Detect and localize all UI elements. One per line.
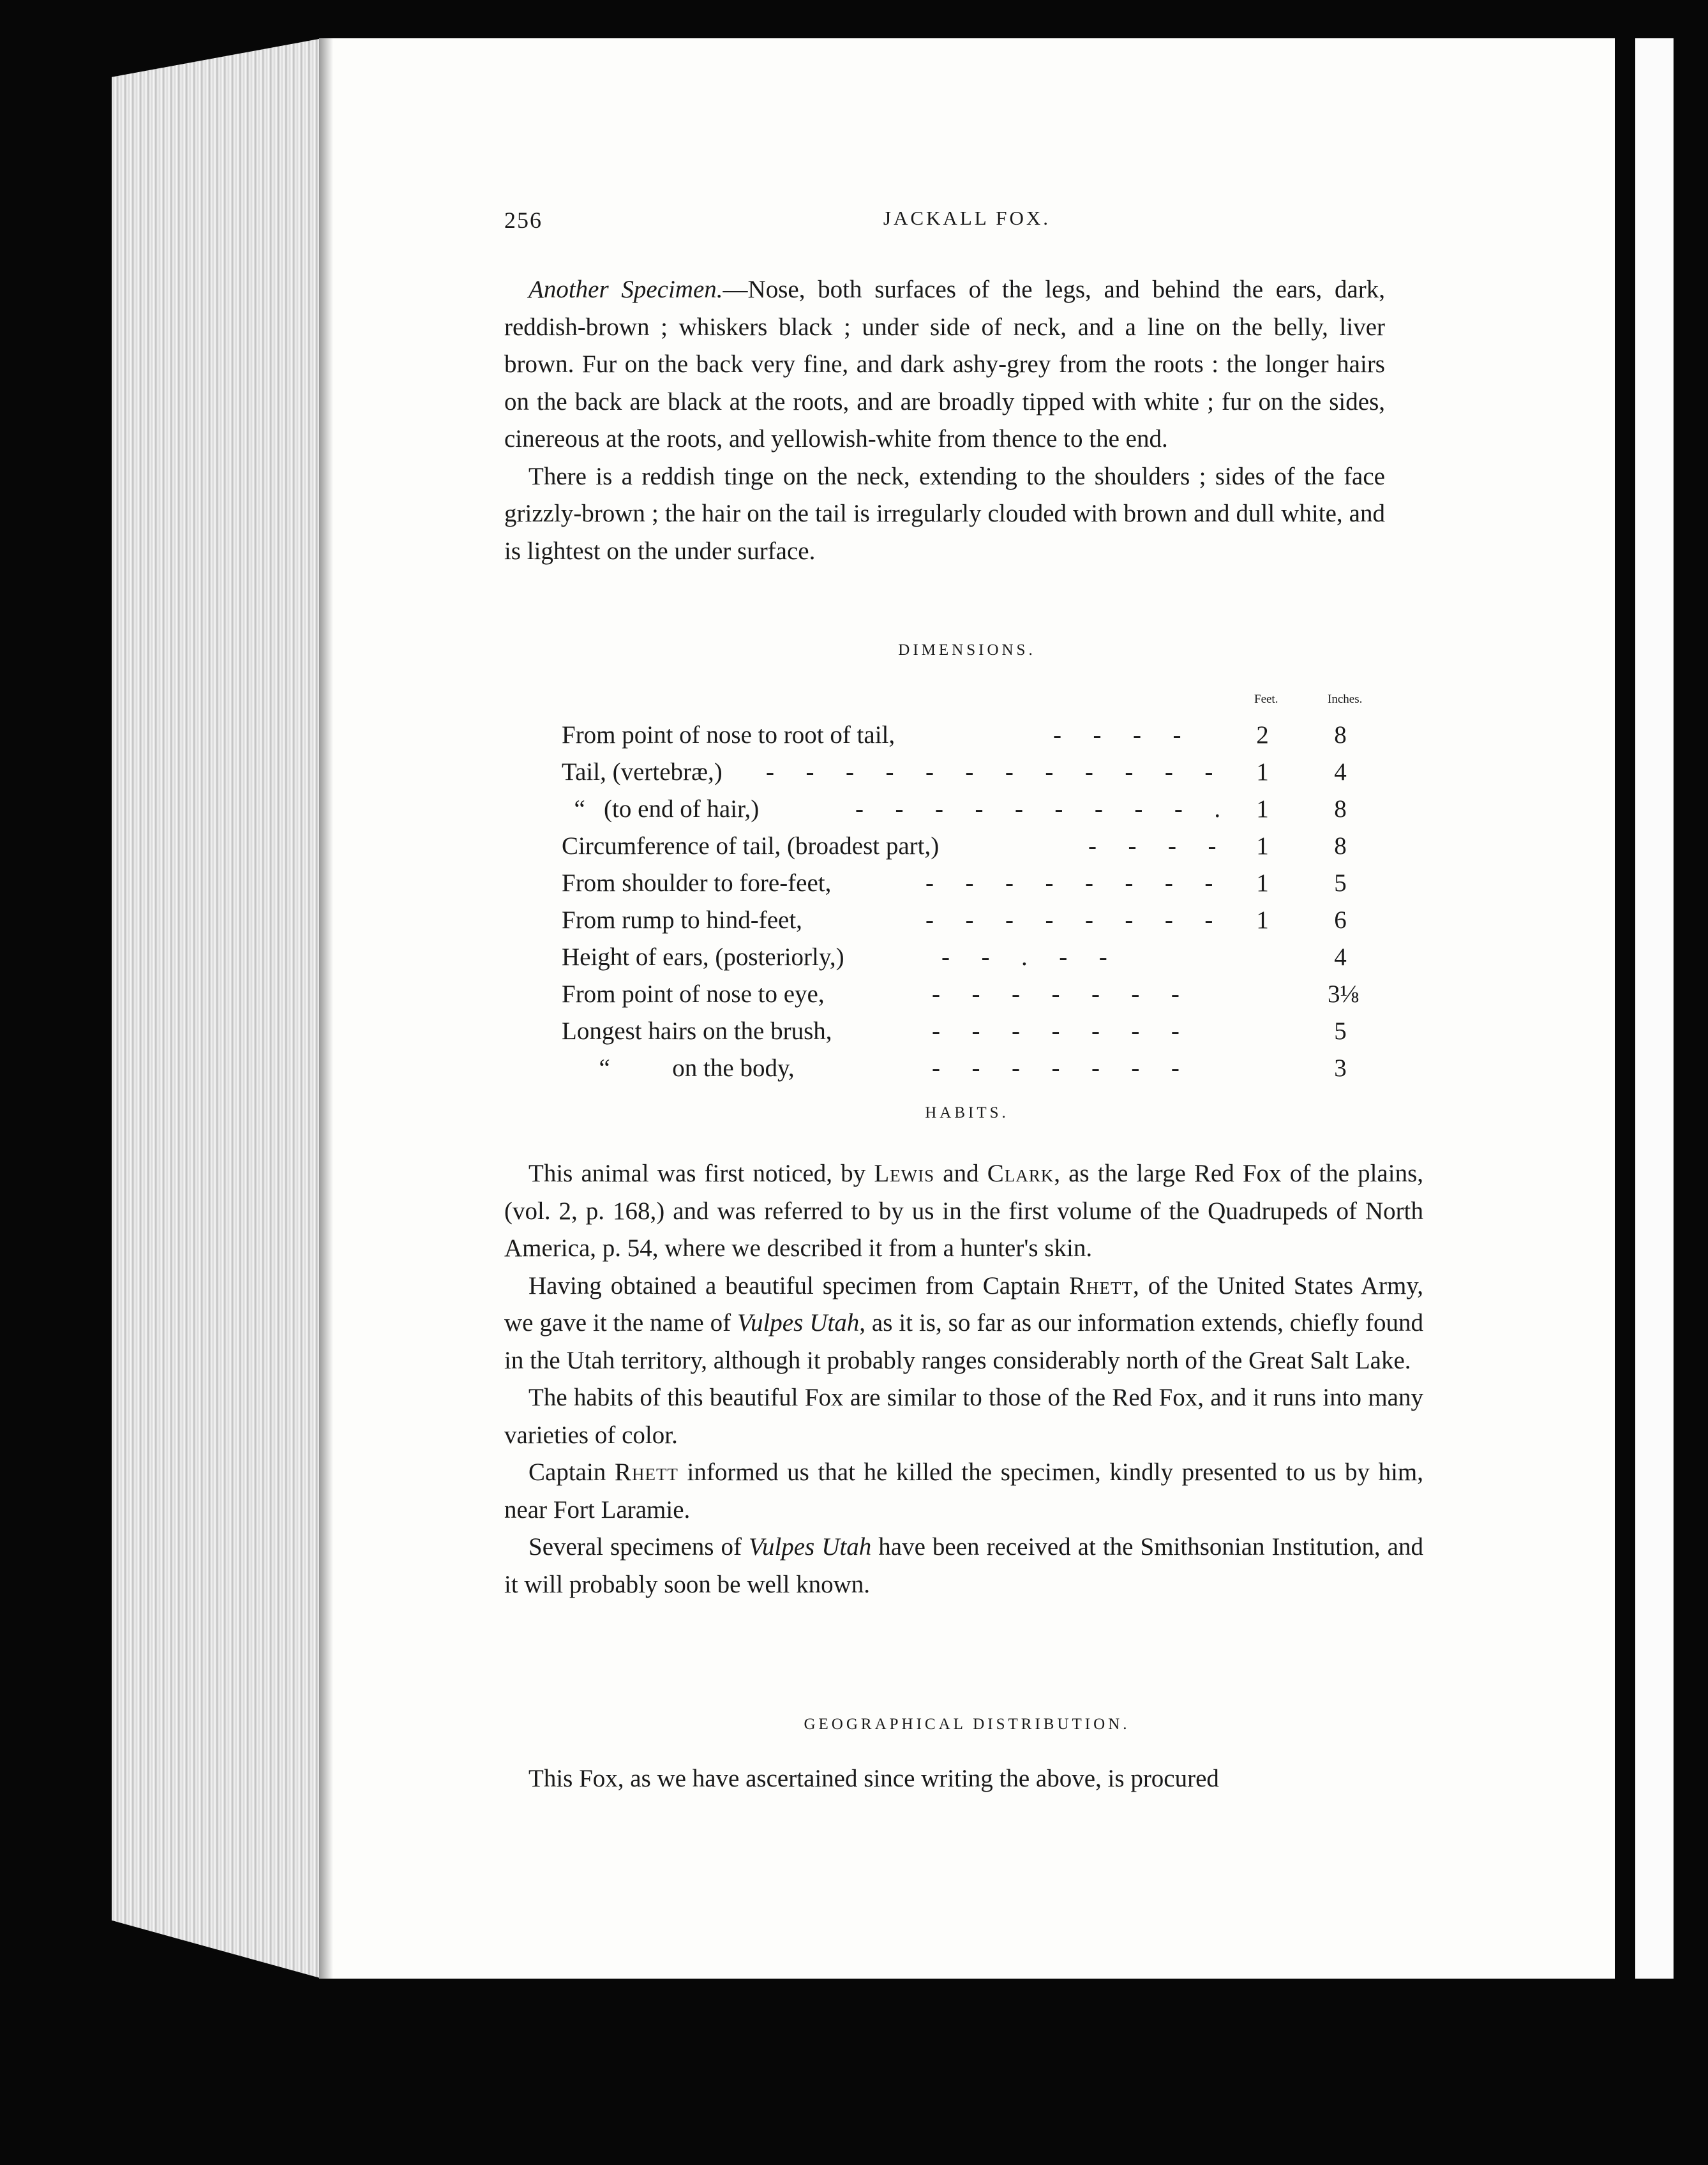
dimension-label: From rump to hind-feet, — [562, 906, 802, 934]
specimen-lead: Another Specimen. — [528, 276, 723, 303]
page-header — [504, 207, 1430, 239]
dimension-inches: 6 — [1334, 906, 1347, 934]
dot-leader: - - - - - - - - — [925, 869, 1220, 897]
dimension-feet: 1 — [1256, 758, 1269, 786]
dimension-label: From point of nose to eye, — [562, 980, 825, 1008]
geographical-distribution-heading: GEOGRAPHICAL DISTRIBUTION. — [804, 1716, 1130, 1733]
dot-leader: - - - - — [1088, 832, 1223, 860]
dot-leader: - - - - - - - - — [925, 906, 1220, 934]
paragraph-first-noticed — [504, 1155, 1423, 1268]
book-page-edges — [112, 38, 322, 1979]
dimension-inches: 3 — [1334, 1054, 1347, 1082]
gutter-shadow — [319, 38, 333, 1979]
dimension-label: “ on the body, — [562, 1054, 795, 1082]
text-run: Having obtained a beautiful specimen from Captain — [528, 1271, 1070, 1300]
dimension-label: “ (to end of hair,) — [562, 795, 760, 823]
dimension-inches: 5 — [1334, 1017, 1347, 1045]
inches-column-label: Inches. — [1328, 693, 1363, 706]
intro-text — [504, 271, 1385, 570]
dimension-inches: 4 — [1334, 943, 1347, 971]
paragraph-specimen-obtained — [504, 1268, 1423, 1380]
paragraph-procured: This Fox, as we have ascertained since writing the above, is procured — [528, 1765, 1219, 1792]
text-run: , as the large Red Fox of the plains, (vol. 2, p. 168,) and was referred to by us in the first volume of the Quadrupeds of North America, p. 54, where we described it from a hunter's skin. — [504, 1160, 1424, 1262]
text-run: have been received at the Smithsonian Institution, and it will probably soon be well known. — [504, 1533, 1423, 1598]
paragraph-fort-laramie — [504, 1454, 1423, 1529]
text-run: , as it is, so far as our information extends, chiefly found in the Utah territory, although it probably ranges considerably north of the Great Salt Lake. — [504, 1309, 1423, 1374]
dimension-label: Circumference of tail, (broadest part,) — [562, 832, 940, 860]
dot-leader: - - - - - - - — [932, 1054, 1186, 1082]
text-run: Captain — [528, 1458, 615, 1486]
dimension-feet: 1 — [1256, 906, 1269, 934]
text-run: , of the United States Army, we gave it the name of — [504, 1271, 1423, 1337]
habits-text — [504, 1155, 1423, 1603]
dimension-label: From shoulder to fore-feet, — [562, 869, 832, 897]
dimension-row — [562, 1050, 1391, 1087]
dimensions-table — [562, 693, 1391, 1087]
species-name: Vulpes Utah — [748, 1533, 872, 1561]
name-rhett: Rhett — [614, 1458, 678, 1486]
dimension-row — [562, 791, 1391, 828]
dimension-feet: 1 — [1256, 832, 1269, 860]
dimension-label: Longest hairs on the brush, — [562, 1017, 832, 1045]
dimension-row — [562, 902, 1391, 939]
dot-leader: - - - - - - - — [932, 980, 1186, 1008]
dimension-row — [562, 939, 1391, 976]
dot-leader: - - - - - - - - - . — [855, 795, 1227, 823]
name-lewis: Lewis — [874, 1160, 935, 1187]
text-run: Several specimens of — [528, 1533, 749, 1561]
habits-heading: HABITS. — [925, 1104, 1009, 1121]
dimension-inches: 8 — [1334, 721, 1347, 749]
dimension-inches: 3⅛ — [1328, 980, 1359, 1008]
paragraph-habits-similar: The habits of this beautiful Fox are similar to those of the Red Fox, and it runs into many varieties of color. — [504, 1384, 1423, 1449]
text-run: informed us that he killed the specimen, kindly presented to us by him, near Fort Laramie. — [504, 1458, 1423, 1524]
dimension-feet: 1 — [1256, 795, 1269, 823]
dot-leader: - - - - — [1053, 721, 1188, 749]
dot-leader: - - - - - - - - - - - - — [766, 758, 1220, 786]
paragraph-smithsonian — [504, 1529, 1423, 1603]
dimension-inches: 4 — [1334, 758, 1347, 786]
dimension-row — [562, 865, 1391, 902]
name-rhett: Rhett — [1069, 1271, 1134, 1300]
dimension-label: From point of nose to root of tail, — [562, 721, 895, 749]
dimension-row — [562, 717, 1391, 754]
geo-text — [504, 1760, 1423, 1798]
dimension-row — [562, 828, 1391, 865]
dimension-row — [562, 1013, 1391, 1050]
dimension-inches: 5 — [1334, 869, 1347, 897]
dimension-label: Height of ears, (posteriorly,) — [562, 943, 844, 971]
paragraph-another-specimen — [504, 271, 1385, 458]
dimension-inches: 8 — [1334, 795, 1347, 823]
dimension-row — [562, 976, 1391, 1013]
name-clark: Clark — [987, 1160, 1054, 1187]
species-name: Vulpes Utah — [737, 1309, 860, 1337]
facing-page-edge — [1635, 38, 1674, 1979]
dimension-inches: 8 — [1334, 832, 1347, 860]
dimension-label: Tail, (vertebræ,) — [562, 758, 723, 786]
text-run: and — [934, 1160, 987, 1187]
dimension-feet: 2 — [1256, 721, 1269, 749]
text-run: This animal was first noticed, by — [528, 1160, 874, 1187]
dimensions-column-headers — [562, 693, 1391, 717]
page-number: 256 — [504, 207, 543, 233]
running-head: JACKALL FOX. — [883, 207, 1051, 229]
dot-leader: - - - - - - - — [932, 1017, 1186, 1045]
dimension-row — [562, 754, 1391, 791]
dimensions-heading: DIMENSIONS. — [898, 641, 1036, 659]
specimen-description: —Nose, both surfaces of the legs, and behind the ears, dark, reddish-brown ; whiskers black ; under side of neck, and a line on the belly, liver brown. Fur on the back very fine, and dark ashy-grey from the roots : the longer hairs on the back are black at the roots, and are broadly tipped with white ; fur on the sides, cinereous at the roots, and yellowish-white from thence to the end. — [504, 276, 1386, 453]
dimension-feet: 1 — [1256, 869, 1269, 897]
paragraph-reddish-tinge: There is a reddish tinge on the neck, extending to the shoulders ; sides of the face grizzly-brown ; the hair on the tail is irregularly clouded with brown and dull white, and is lightest on the under surface. — [504, 462, 1385, 565]
dot-leader: - - . - - — [941, 943, 1114, 971]
feet-column-label: Feet. — [1254, 693, 1278, 706]
